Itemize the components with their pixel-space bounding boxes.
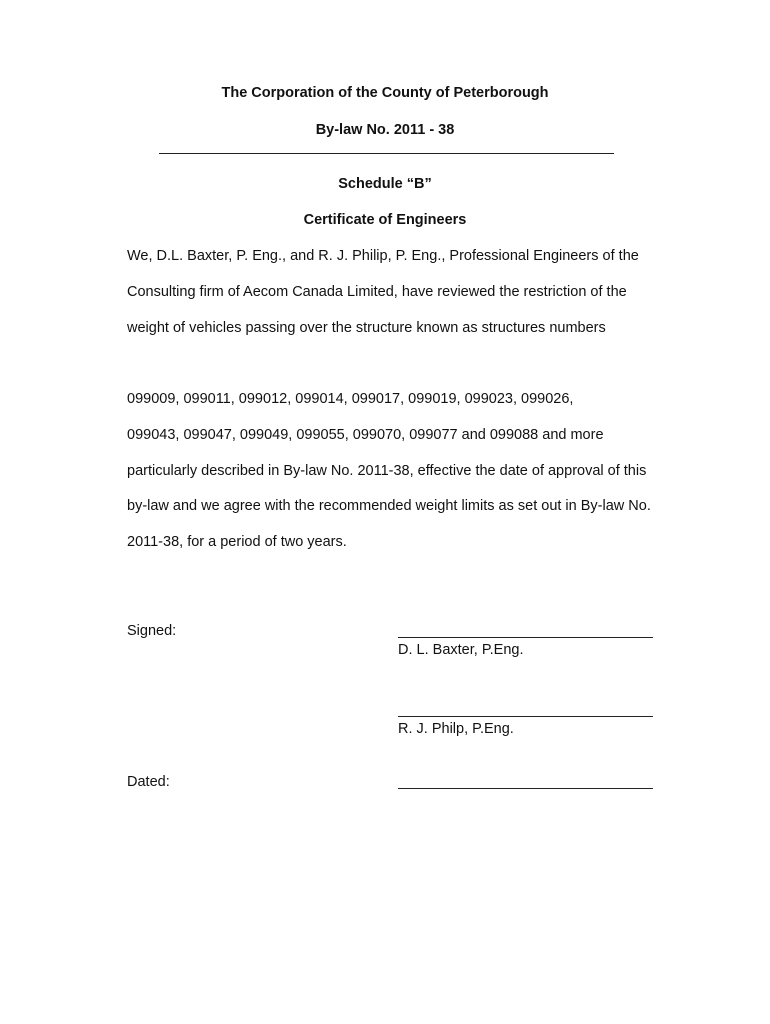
paragraph-line: Consulting firm of Aecom Canada Limited, have reviewed the restriction of the: [127, 284, 627, 300]
paragraph-line: particularly described in By-law No. 2011-38, effective the date of approval of this: [127, 463, 647, 479]
bylaw-number: By-law No. 2011 - 38: [315, 122, 455, 138]
signature-line-philp: [398, 716, 653, 717]
paragraph-line: 099043, 099047, 099049, 099055, 099070, 099077 and 099088 and more: [127, 427, 604, 443]
corporation-title: The Corporation of the County of Peterborough: [221, 85, 549, 101]
signature-line-baxter: [398, 637, 653, 638]
paragraph-line: 2011-38, for a period of two years.: [127, 534, 347, 550]
dated-label: Dated:: [127, 774, 170, 790]
signatory-philp: R. J. Philp, P.Eng.: [398, 721, 514, 737]
paragraph-line: by-law and we agree with the recommended weight limits as set out in By-law No.: [127, 498, 651, 514]
schedule-title: Schedule “B”: [338, 176, 432, 192]
signed-label: Signed:: [127, 623, 177, 639]
certificate-title: Certificate of Engineers: [303, 212, 467, 228]
paragraph-line: 099009, 099011, 099012, 099014, 099017, 099019, 099023, 099026,: [127, 391, 574, 407]
paragraph-line: We, D.L. Baxter, P. Eng., and R. J. Philip, P. Eng., Professional Engineers of the: [127, 248, 639, 264]
signatory-baxter: D. L. Baxter, P.Eng.: [398, 642, 524, 658]
date-line: [398, 788, 653, 789]
header-divider: [159, 153, 614, 154]
paragraph-line: weight of vehicles passing over the structure known as structures numbers: [127, 320, 606, 336]
